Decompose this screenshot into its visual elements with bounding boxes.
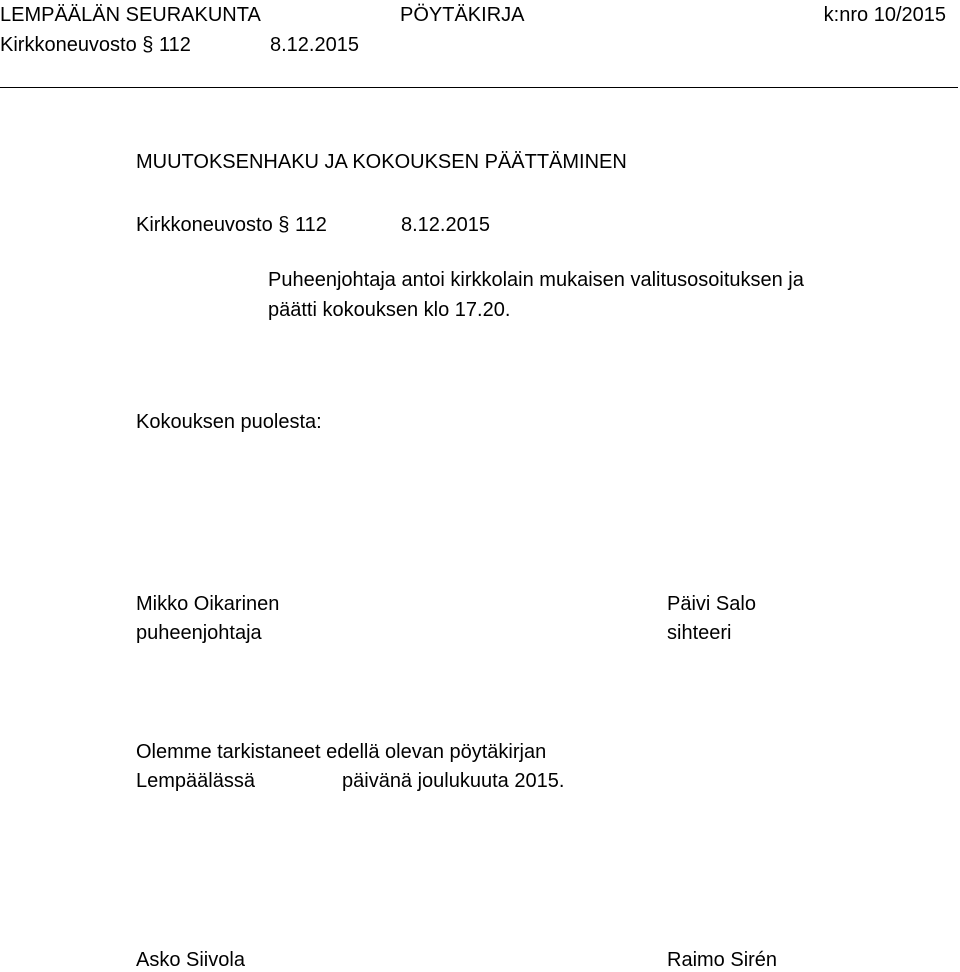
chair-title: puheenjohtaja [136,622,262,644]
section-reference: Kirkkoneuvosto § 112 [136,214,327,236]
verifier-left-name: Asko Siivola [136,949,245,971]
verification-place: Lempäälässä [136,770,255,792]
section-date: 8.12.2015 [401,214,490,236]
document-type: PÖYTÄKIRJA [400,4,525,26]
chair-name: Mikko Oikarinen [136,593,280,615]
signatures-intro: Kokouksen puolesta: [136,411,322,433]
header-section: Kirkkoneuvosto § 112 [0,34,191,56]
header-divider [0,87,958,88]
section-heading: MUUTOKSENHAKU JA KOKOUKSEN PÄÄTTÄMINEN [136,151,627,173]
verification-date: päivänä joulukuuta 2015. [342,770,565,792]
header-date: 8.12.2015 [270,34,359,56]
verification-line-1: Olemme tarkistaneet edellä olevan pöytäkirjan [136,741,547,763]
content-line-1: Puheenjohtaja antoi kirkkolain mukaisen valitusosoituksen ja [268,269,804,291]
document-number: k:nro 10/2015 [823,4,946,26]
verifier-right-name: Raimo Sirén [667,949,778,971]
secretary-title: sihteeri [667,622,732,644]
secretary-name: Päivi Salo [667,593,756,615]
organization-name: LEMPÄÄLÄN SEURAKUNTA [0,4,261,26]
content-line-2: päätti kokouksen klo 17.20. [268,299,511,321]
